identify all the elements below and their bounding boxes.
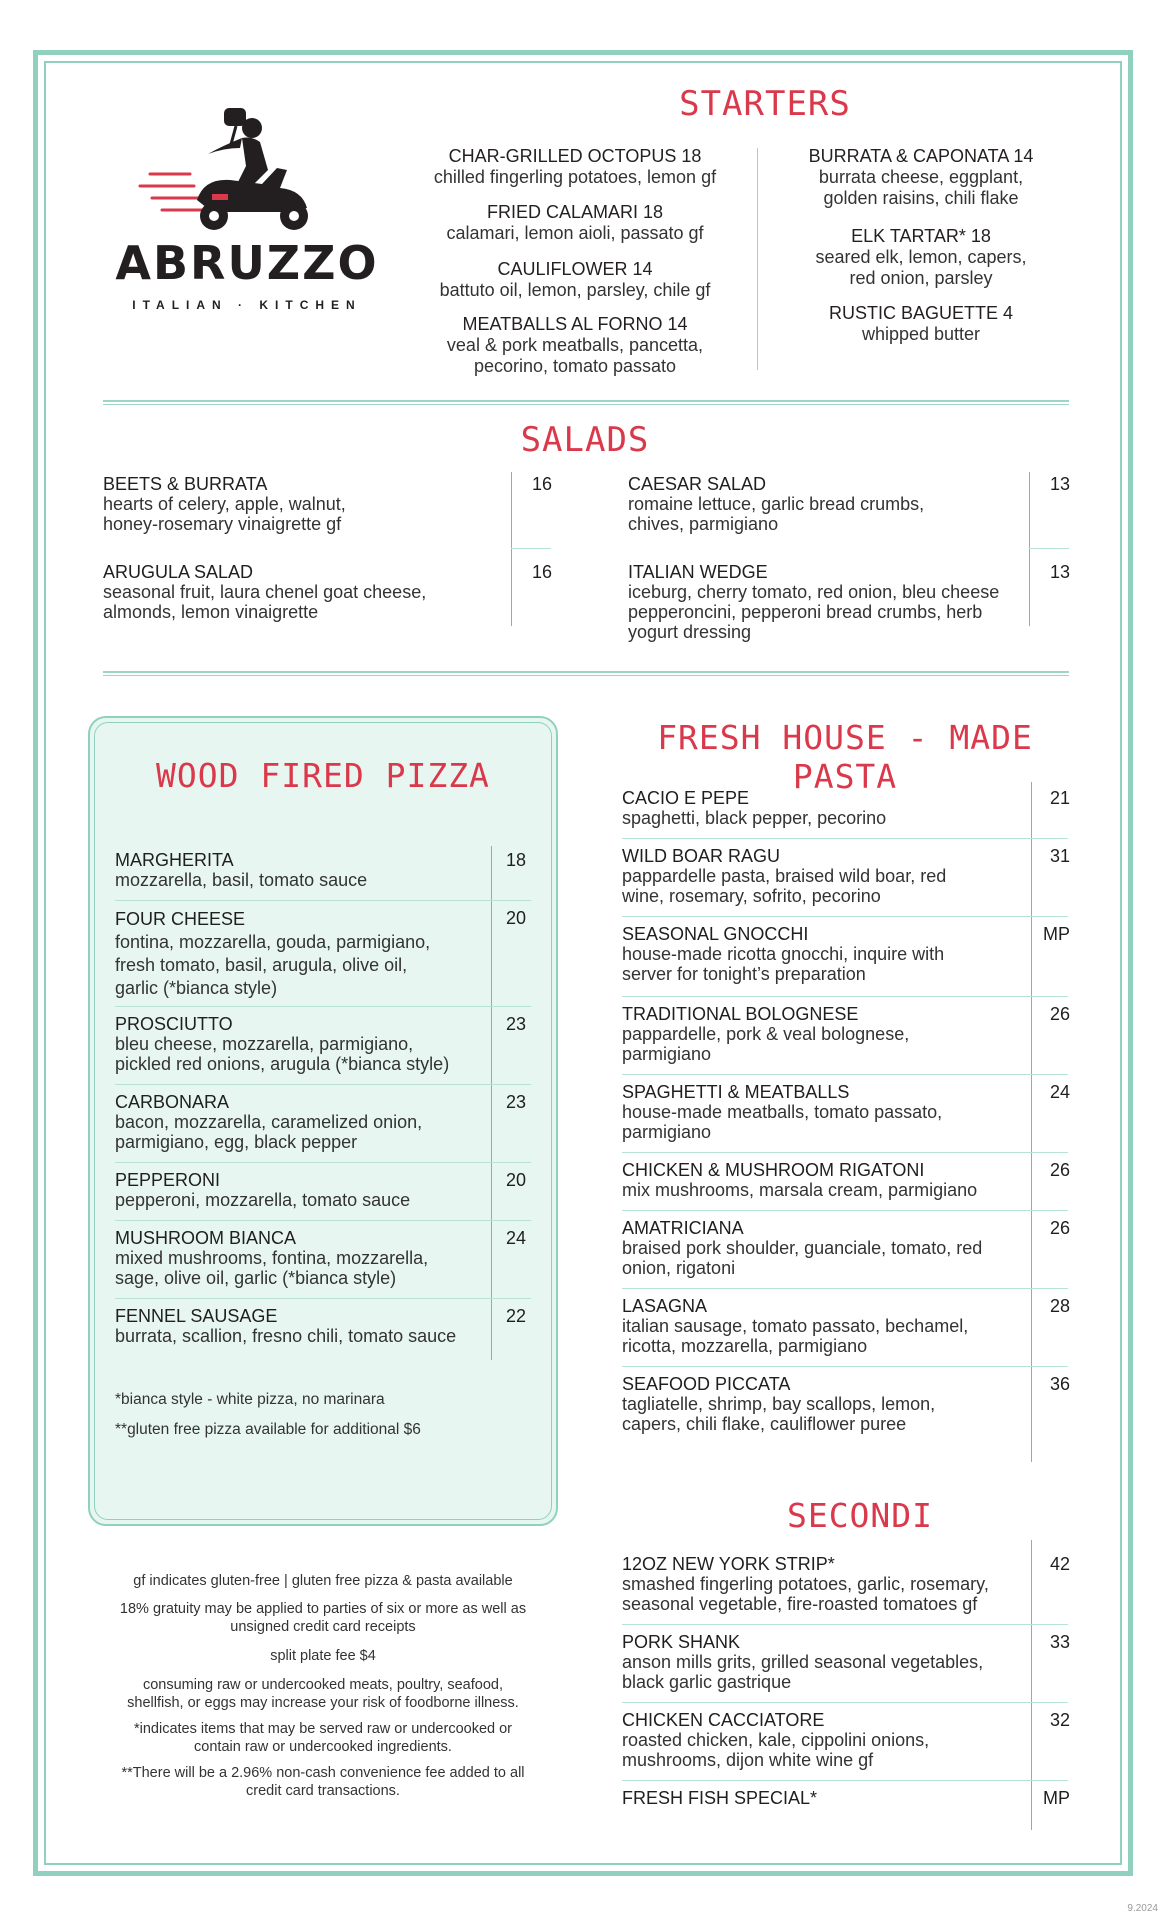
- secondi-title: SECONDI: [786, 1496, 934, 1535]
- starter-item: BURRATA & CAPONATA 14 burrata cheese, eggplant, golden raisins, chili flake: [808, 146, 1034, 208]
- pizza-item: MUSHROOM BIANCA mixed mushrooms, fontina, mozzarella, sage, olive oil, garlic (*bianca style): [115, 1228, 429, 1288]
- pasta-item: SPAGHETTI & MEATBALLS house-made meatballs, tomato passato, parmigiano: [622, 1082, 943, 1142]
- footer-note: **There will be a 2.96% non-cash convenience fee added to all: [121, 1765, 525, 1781]
- pizza-row-separator: [115, 1084, 531, 1085]
- pasta-row-separator: [622, 1210, 1068, 1211]
- pizza-item: PEPPERONI pepperoni, mozzarella, tomato sauce: [115, 1170, 411, 1210]
- section-divider: [103, 404, 1069, 405]
- pizza-price: 20: [505, 1170, 526, 1190]
- pasta-price: 31: [1049, 846, 1070, 866]
- pizza-price-divider: [491, 846, 492, 1360]
- pizza-item: MARGHERITA mozzarella, basil, tomato sauce: [115, 850, 368, 890]
- pizza-price: 20: [505, 908, 526, 928]
- pizza-price: 23: [505, 1092, 526, 1112]
- starters-title: STARTERS: [679, 84, 851, 124]
- section-divider: [103, 400, 1069, 402]
- pizza-title: WOOD FIRED PIZZA: [156, 756, 490, 795]
- pizza-row-separator: [115, 900, 531, 901]
- pizza-row-separator: [115, 1006, 531, 1007]
- salads-left-divider: [511, 472, 512, 626]
- secondi-item: FRESH FISH SPECIAL*: [622, 1788, 818, 1808]
- pasta-title: FRESH HOUSE - MADE PASTA: [657, 718, 1033, 796]
- starter-item: MEATBALLS AL FORNO 14 veal & pork meatballs, pancetta, pecorino, tomato passato: [446, 314, 704, 376]
- logo-subtitle: ITALIAN · KITCHEN: [132, 298, 362, 312]
- pasta-row-separator: [622, 1152, 1068, 1153]
- secondi-price: 42: [1049, 1554, 1070, 1574]
- footer-note: shellfish, or eggs may increase your risk of foodborne illness.: [127, 1695, 519, 1711]
- pasta-item: SEASONAL GNOCCHI house-made ricotta gnocchi, inquire with server for tonight’s preparation: [622, 924, 945, 984]
- section-divider: [103, 671, 1069, 673]
- pasta-price: 26: [1049, 1218, 1070, 1238]
- scooter-rider-icon: [112, 108, 382, 238]
- pizza-price: 23: [505, 1014, 526, 1034]
- pasta-price: 36: [1049, 1374, 1070, 1394]
- secondi-item: PORK SHANK anson mills grits, grilled seasonal vegetables, black garlic gastrique: [622, 1632, 984, 1692]
- pasta-row-separator: [622, 916, 1068, 917]
- starter-item: CHAR-GRILLED OCTOPUS 18 chilled fingerling potatoes, lemon gf: [433, 146, 717, 187]
- gluten-free-note: **gluten free pizza available for additional $6: [115, 1421, 421, 1438]
- secondi-row-separator: [622, 1624, 1068, 1625]
- footer-note: consuming raw or undercooked meats, poultry, seafood,: [142, 1677, 503, 1693]
- salads-row-separator: [1029, 548, 1069, 549]
- secondi-price: MP: [1043, 1788, 1070, 1808]
- footer-note: credit card transactions.: [246, 1783, 400, 1799]
- salad-item: ARUGULA SALAD seasonal fruit, laura chenel goat cheese, almonds, lemon vinaigrette: [103, 562, 427, 622]
- salads-row-separator: [511, 548, 551, 549]
- restaurant-logo: [112, 108, 382, 318]
- footer-note: split plate fee $4: [270, 1648, 376, 1664]
- pasta-item: CACIO E PEPE spaghetti, black pepper, pecorino: [622, 788, 887, 828]
- starter-item: RUSTIC BAGUETTE 4 whipped butter: [828, 303, 1014, 344]
- starter-item: CAULIFLOWER 14 battuto oil, lemon, parsley, chile gf: [439, 259, 711, 300]
- pasta-price: 28: [1049, 1296, 1070, 1316]
- salad-item: BEETS & BURRATA hearts of celery, apple, walnut, honey-rosemary vinaigrette gf: [103, 474, 346, 534]
- logo-wordmark: ABRUZZO: [115, 236, 379, 290]
- starter-item: ELK TARTAR* 18 seared elk, lemon, capers, red onion, parsley: [815, 226, 1027, 288]
- starters-divider: [757, 148, 758, 370]
- footer-note: *indicates items that may be served raw or undercooked or: [134, 1721, 512, 1737]
- pizza-item: PROSCIUTTO bleu cheese, mozzarella, parmigiano, pickled red onions, arugula (*bianca style): [115, 1014, 450, 1074]
- section-divider: [103, 675, 1069, 676]
- secondi-item: 12OZ NEW YORK STRIP* smashed fingerling potatoes, garlic, rosemary, seasonal vegetable, fire-roasted tomatoes gf: [622, 1554, 989, 1614]
- footer-note: contain raw or undercooked ingredients.: [194, 1739, 452, 1755]
- pasta-price: 26: [1049, 1160, 1070, 1180]
- starter-item: FRIED CALAMARI 18 calamari, lemon aioli, passato gf: [446, 202, 704, 243]
- pasta-price: 26: [1049, 1004, 1070, 1024]
- pasta-row-separator: [622, 838, 1068, 839]
- pizza-item: FENNEL SAUSAGE burrata, scallion, fresno chili, tomato sauce: [115, 1306, 457, 1346]
- footer-note: unsigned credit card receipts: [230, 1619, 416, 1635]
- pasta-item: WILD BOAR RAGU pappardelle pasta, braised wild boar, red wine, rosemary, sofrito, pecorino: [622, 846, 947, 906]
- pasta-item: CHICKEN & MUSHROOM RIGATONI mix mushrooms, marsala cream, parmigiano: [622, 1160, 978, 1200]
- secondi-row-separator: [622, 1780, 1068, 1781]
- pasta-row-separator: [622, 996, 1068, 997]
- secondi-price-divider: [1031, 1540, 1032, 1830]
- salad-item: CAESAR SALAD romaine lettuce, garlic bread crumbs, chives, parmigiano: [628, 474, 925, 534]
- menu-date: 9.2024: [1127, 1903, 1158, 1914]
- pizza-price: 22: [505, 1306, 526, 1326]
- secondi-price: 32: [1049, 1710, 1070, 1730]
- pasta-item: LASAGNA italian sausage, tomato passato, bechamel, ricotta, mozzarella, parmigiano: [622, 1296, 969, 1356]
- pasta-item: TRADITIONAL BOLOGNESE pappardelle, pork & veal bolognese, parmigiano: [622, 1004, 910, 1064]
- salad-price: 13: [1049, 562, 1070, 582]
- pizza-row-separator: [115, 1298, 531, 1299]
- pasta-item: AMATRICIANA braised pork shoulder, guanciale, tomato, red onion, rigatoni: [622, 1218, 983, 1278]
- secondi-item: CHICKEN CACCIATORE roasted chicken, kale, cippolini onions, mushrooms, dijon white wine gf: [622, 1710, 930, 1770]
- pasta-price-divider: [1031, 782, 1032, 1462]
- pizza-item: CARBONARA bacon, mozzarella, caramelized onion, parmigiano, egg, black pepper: [115, 1092, 423, 1152]
- bianca-note: *bianca style - white pizza, no marinara: [115, 1391, 385, 1408]
- pizza-row-separator: [115, 1162, 531, 1163]
- salad-price: 13: [1049, 474, 1070, 494]
- pasta-row-separator: [622, 1366, 1068, 1367]
- secondi-row-separator: [622, 1702, 1068, 1703]
- salads-right-divider: [1029, 472, 1030, 626]
- pizza-item: FOUR CHEESE fontina, mozzarella, gouda, parmigiano, fresh tomato, basil, arugula, olive oil, garlic (*bianca style): [115, 909, 431, 998]
- salad-price: 16: [531, 474, 552, 494]
- salad-item: ITALIAN WEDGE iceburg, cherry tomato, red onion, bleu cheese pepperoncini, pepperoni bread crumbs, herb yogurt dressing: [628, 562, 1000, 642]
- pasta-price: 24: [1049, 1082, 1070, 1102]
- pizza-price: 18: [505, 850, 526, 870]
- footer-note: 18% gratuity may be applied to parties of six or more as well as: [119, 1601, 527, 1617]
- footer-note: gf indicates gluten-free | gluten free pizza & pasta available: [133, 1573, 513, 1589]
- pasta-item: SEAFOOD PICCATA tagliatelle, shrimp, bay scallops, lemon, capers, chili flake, cauliflower puree: [622, 1374, 936, 1434]
- pasta-row-separator: [622, 1288, 1068, 1289]
- pizza-price: 24: [505, 1228, 526, 1248]
- secondi-price: 33: [1049, 1632, 1070, 1652]
- pasta-price: MP: [1043, 924, 1070, 944]
- salad-price: 16: [531, 562, 552, 582]
- pasta-price: 21: [1049, 788, 1070, 808]
- salads-title: SALADS: [520, 420, 650, 460]
- pizza-row-separator: [115, 1220, 531, 1221]
- pasta-row-separator: [622, 1074, 1068, 1075]
